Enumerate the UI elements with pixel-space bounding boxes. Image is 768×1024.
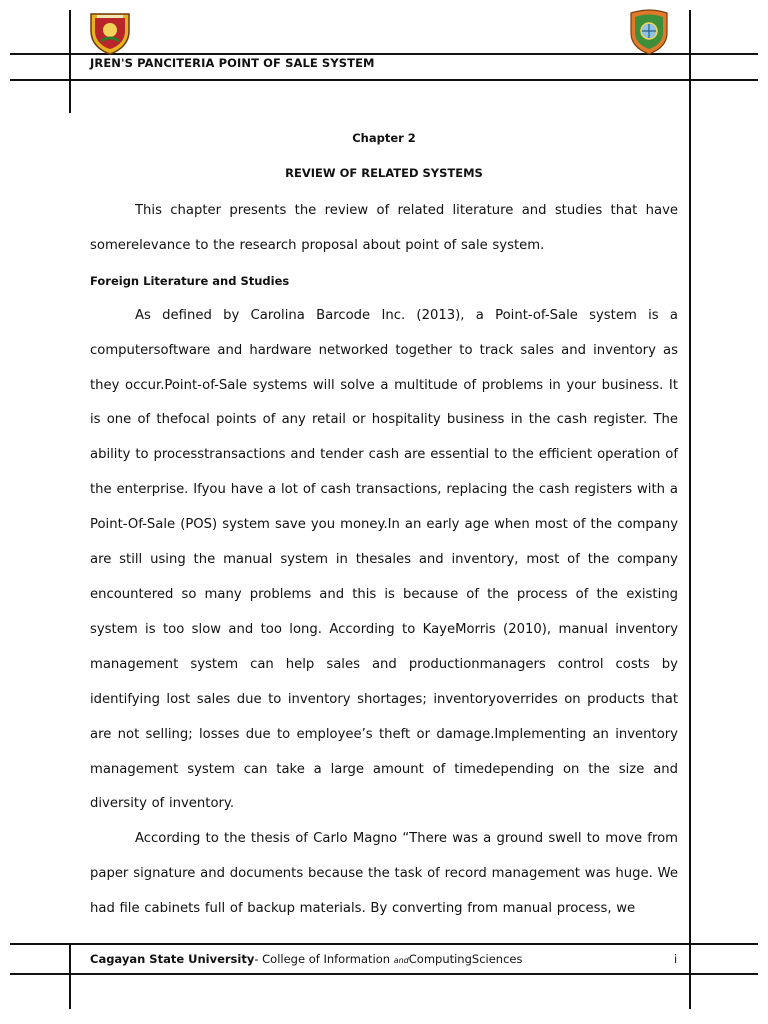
left-margin-rule-bottom [69, 943, 71, 1009]
header-bottom-rule [10, 79, 758, 81]
footer-and: and [393, 956, 409, 965]
document-header-title: JREN'S PANCITERIA POINT OF SALE SYSTEM [90, 56, 375, 70]
intro-paragraph: This chapter presents the review of related literature and studies that have somerelevance to the research proposal about point of sale system. [90, 203, 678, 253]
paragraph-carolina-barcode: As defined by Carolina Barcode Inc. (2013), a Point-of-Sale system is a computersoftware and hardware networked together to track sales and inventory as they occur.Point-of-Sale systems will solve a multitude of problems in your business. It is one of thefocal points of any retail or hospitality business in the cash register. The ability to processtransactions and tender cash are essential to the efficient operation of the enterprise. Ifyou have a lot of cash transactions, replacing the cash registers with a Point-Of-Sale (POS) system save you money.In an early age when most of the company are still using the manual system in thesales and inventory, most of the company encountered so many problems and this is because of the process of the existing system is too slow and too long. According to KayeMorris (2010), manual inventory management system can help sales and productionmanagers control costs by identifying lost sales due to inventory shortages; inventoryoverrides on products that are not selling; losses due to employee’s theft or damage.Implementing an inventory management system can take a large amount of timedepending on the size and diversity of inventory. [90, 307, 678, 812]
chapter-title: REVIEW OF RELATED SYSTEMS [285, 166, 483, 180]
footer-top-rule [10, 943, 758, 945]
college-seal-logo [627, 9, 671, 55]
left-margin-rule-top [69, 10, 71, 113]
chapter-number: Chapter 2 [352, 131, 416, 145]
page-number: i [674, 952, 678, 966]
page-content [90, 124, 678, 927]
footer-university: Cagayan State University [90, 952, 255, 966]
footer-college-part1: College of Information [262, 952, 394, 966]
university-seal-logo [89, 11, 131, 55]
right-margin-rule [689, 10, 691, 1009]
footer-institution [90, 952, 522, 966]
footer-bottom-rule [10, 973, 758, 975]
footer-separator: - [254, 952, 263, 966]
paragraph-carlo-magno: According to the thesis of Carlo Magno “There was a ground swell to move from paper signature and documents because the task of record management was huge. We had file cabinets full of backup materials. By converting from manual process, we [90, 831, 678, 917]
footer-college-part2: ComputingSciences [408, 952, 523, 966]
section-heading: Foreign Literature and Studies [90, 273, 290, 288]
